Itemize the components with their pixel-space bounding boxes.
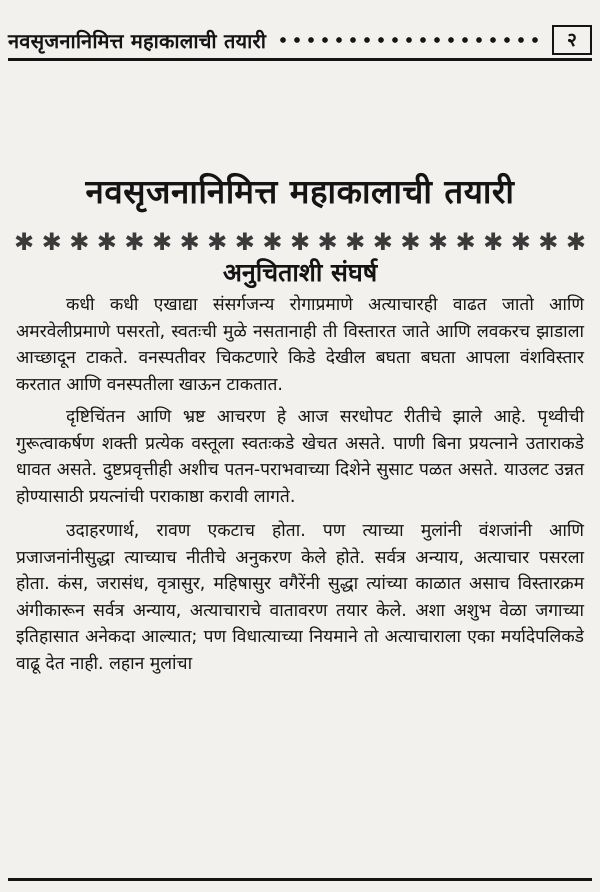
star-icon: ✱ — [14, 228, 35, 256]
star-icon: ✱ — [289, 228, 311, 256]
star-icon: ✱ — [455, 228, 476, 256]
paragraph: दृष्टिचिंतन आणि भ्रष्ट आचरण हे आज सरधोपट रीतीचे झाले आहे. पृथ्वीची गुरूत्वाकर्षण शक्ती प्रत्येक वस्तूला स्वतःकडे खेचत असते. पाणी बिना प्रयत्नाने उताराकडे धावत असते. दुष्टप्रवृत्तीही अशीच पतन-पराभवाच्या दिशेने सुसाट पळत असते. याउलट उन्नत होण्यासाठी प्रयत्नांची पराकाष्ठा करावी लागते. — [16, 407, 584, 507]
body-text — [16, 292, 584, 683]
bottom-rule — [8, 878, 592, 881]
star-icon: ✱ — [345, 228, 366, 256]
page-number: २ — [552, 25, 592, 55]
star-icon: ✱ — [317, 228, 338, 256]
star-icon: ✱ — [538, 228, 559, 256]
running-title: नवसृजनानिमित्त महाकालाची तयारी — [8, 28, 267, 53]
star-icon: ✱ — [179, 228, 200, 256]
header-rule — [8, 58, 592, 61]
star-ornament-row — [14, 229, 586, 255]
star-icon: ✱ — [262, 228, 283, 256]
star-icon: ✱ — [565, 228, 586, 256]
star-icon: ✱ — [400, 228, 421, 256]
star-icon: ✱ — [96, 228, 117, 256]
dot-leader — [276, 36, 544, 44]
star-icon: ✱ — [207, 228, 228, 256]
section-heading: अनुचिताशी संघर्ष — [222, 258, 378, 287]
running-header — [8, 22, 592, 58]
star-icon: ✱ — [41, 228, 62, 256]
star-icon: ✱ — [124, 228, 145, 256]
star-icon: ✱ — [234, 228, 255, 256]
star-icon: ✱ — [427, 228, 449, 256]
paragraph: उदाहरणार्थ, रावण एकटाच होता. पण त्याच्या मुलांनी वंशजांनी आणि प्रजाजनांनीसुद्धा त्याच्याच नीतीचे अनुकरण केले होते. सर्वत्र अन्याय, अत्याचार पसरला होता. कंस, जरासंध, वृत्रासुर, महिषासुर वगैरेंनी सुद्धा त्यांच्या काळात असाच विस्तारक्रम अंगीकारून सर्वत्र अन्याय, अत्याचाराचे वातावरण तयार केले. अशा अशुभ वेळा जगाच्या इतिहासात अनेकदा आल्यात; पण विधात्याच्या नियमाने तो अत्याचाराला एका मर्यादेपलिकडे वाढू देत नाही. लहान मुलांचा — [16, 521, 584, 674]
star-icon: ✱ — [510, 228, 531, 256]
paragraph: कधी कधी एखाद्या संसर्गजन्य रोगाप्रमाणे अत्याचारही वाढत जातो आणि अमरवेलीप्रमाणे पसरतो, स्वतःची मुळे नसतानाही ती विस्तारत जाते आणि लवकरच झाडाला आच्छादून टाकते. वनस्पतीवर चिकटणारे किडे देखील बघता बघता आपला वंशविस्तार करतात आणि वनस्पतीला खाऊन टाकतात. — [16, 295, 584, 395]
star-icon: ✱ — [69, 228, 90, 256]
star-icon: ✱ — [372, 228, 393, 256]
chapter-title: नवसृजनानिमित्त महाकालाची तयारी — [85, 172, 515, 211]
star-icon: ✱ — [151, 228, 173, 256]
star-icon: ✱ — [483, 228, 504, 256]
